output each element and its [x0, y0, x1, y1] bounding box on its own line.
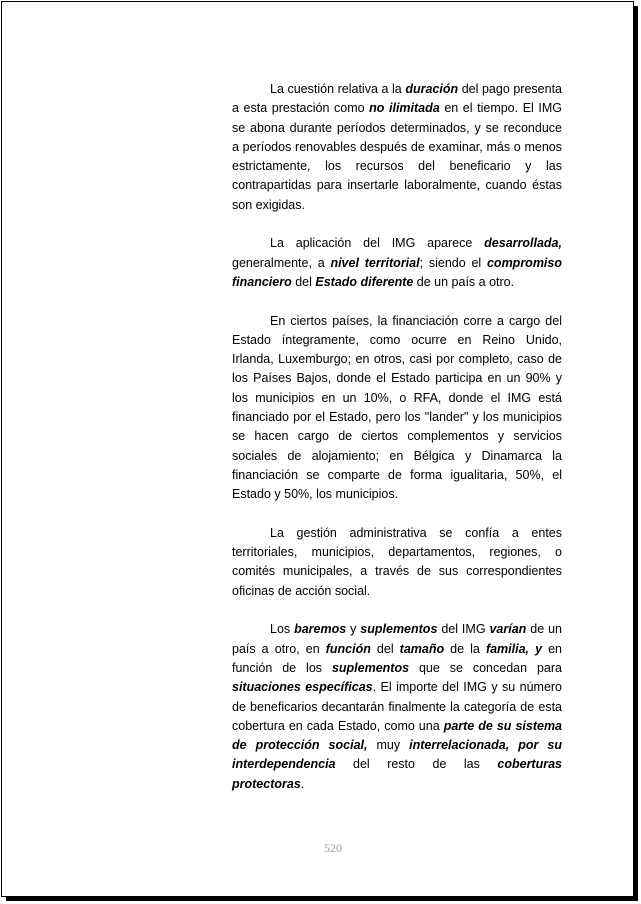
text-run: ; siendo el: [419, 255, 487, 270]
text-run: muy: [367, 738, 410, 753]
text-run: del resto de las: [335, 757, 498, 772]
page-number: 520: [324, 841, 342, 855]
emphasized-text: coberturas protectoras: [232, 757, 562, 791]
text-run: de un país a otro.: [413, 274, 515, 289]
text-run: La cuestión relativa a la: [270, 82, 406, 96]
emphasized-text: desarrollada,: [484, 236, 562, 251]
emphasized-text: compromiso financiero: [232, 255, 562, 289]
text-run: del: [370, 641, 400, 656]
emphasized-text: Estado diferente: [315, 274, 414, 289]
text-run: La gestión administrativa se confía a entes territoriales, municipios, departamentos, regiones, o comités municipales, a través de sus correspondientes oficinas de acción social.: [232, 525, 562, 598]
paragraph: [232, 620, 562, 794]
text-run: en función de los: [232, 641, 562, 675]
text-run: . El importe del IMG y su número de beneficarios decantarán finalmente la categoría de esta cobertura en cada Estado, como una: [232, 680, 563, 733]
emphasized-text: duración: [405, 82, 459, 96]
text-run: de la: [444, 641, 486, 656]
text-run: La aplicación del IMG aparece: [270, 236, 485, 251]
emphasized-text: suplementos: [360, 622, 438, 637]
text-run: del pago presenta a esta prestación como: [232, 82, 562, 116]
paragraph: [232, 80, 562, 215]
paragraph: [232, 312, 562, 505]
emphasized-text: varían: [489, 622, 527, 637]
text-run: En ciertos países, la financiación corre a cargo del Estado íntegramente, como ocurre en Reino Unido, Irlanda, Luxemburgo; en otros, casi por completo, caso de los Países Bajos, donde el Estado participa en un 90% y los municipios en un 10%, o RFA, donde el IMG está financiado por el Estado, pero los "lander" y los municipios se hacen cargo de ciertos complementos y servicios sociales de alojamiento; en Bélgica y Dinamarca la financiación se comparte de forma igualitaria, 50%, el Estado y 50%, los municipios.: [232, 313, 562, 502]
text-run: y: [346, 622, 361, 637]
emphasized-text: no ilimitada: [369, 101, 440, 116]
emphasized-text: familia, y: [485, 641, 543, 656]
text-run: Los: [270, 622, 295, 637]
emphasized-text: nivel territorial: [330, 255, 420, 270]
text-run: generalmente, a: [232, 255, 331, 270]
text-run: en el tiempo. El IMG se abona durante períodos determinados, y se reconduce a períodos renovables después de examinar, más o menos estrictamente, los recursos del beneficario y las contrapartidas para insertarle laboralmente, cuando éstas son exigidas.: [232, 101, 563, 212]
text-run: del: [291, 274, 316, 289]
paragraph: [232, 524, 562, 601]
text-run: que se concedan para: [409, 660, 562, 675]
emphasized-text: suplementos: [331, 660, 410, 675]
emphasized-text: interrelacionada, por su interdependencia: [232, 738, 562, 772]
emphasized-text: función: [325, 641, 371, 656]
emphasized-text: situaciones específicas: [232, 680, 373, 695]
emphasized-text: parte de su sistema de protección social,: [232, 718, 563, 753]
paragraph: [232, 234, 562, 292]
emphasized-text: tamaño: [399, 641, 445, 656]
text-run: .: [300, 776, 305, 791]
page-shadow: [634, 6, 638, 901]
text-run: de un país a otro, en: [232, 622, 562, 656]
body-text: [232, 80, 562, 813]
page-shadow: [6, 897, 638, 901]
emphasized-text: baremos: [294, 622, 347, 637]
text-run: del IMG: [437, 622, 490, 637]
